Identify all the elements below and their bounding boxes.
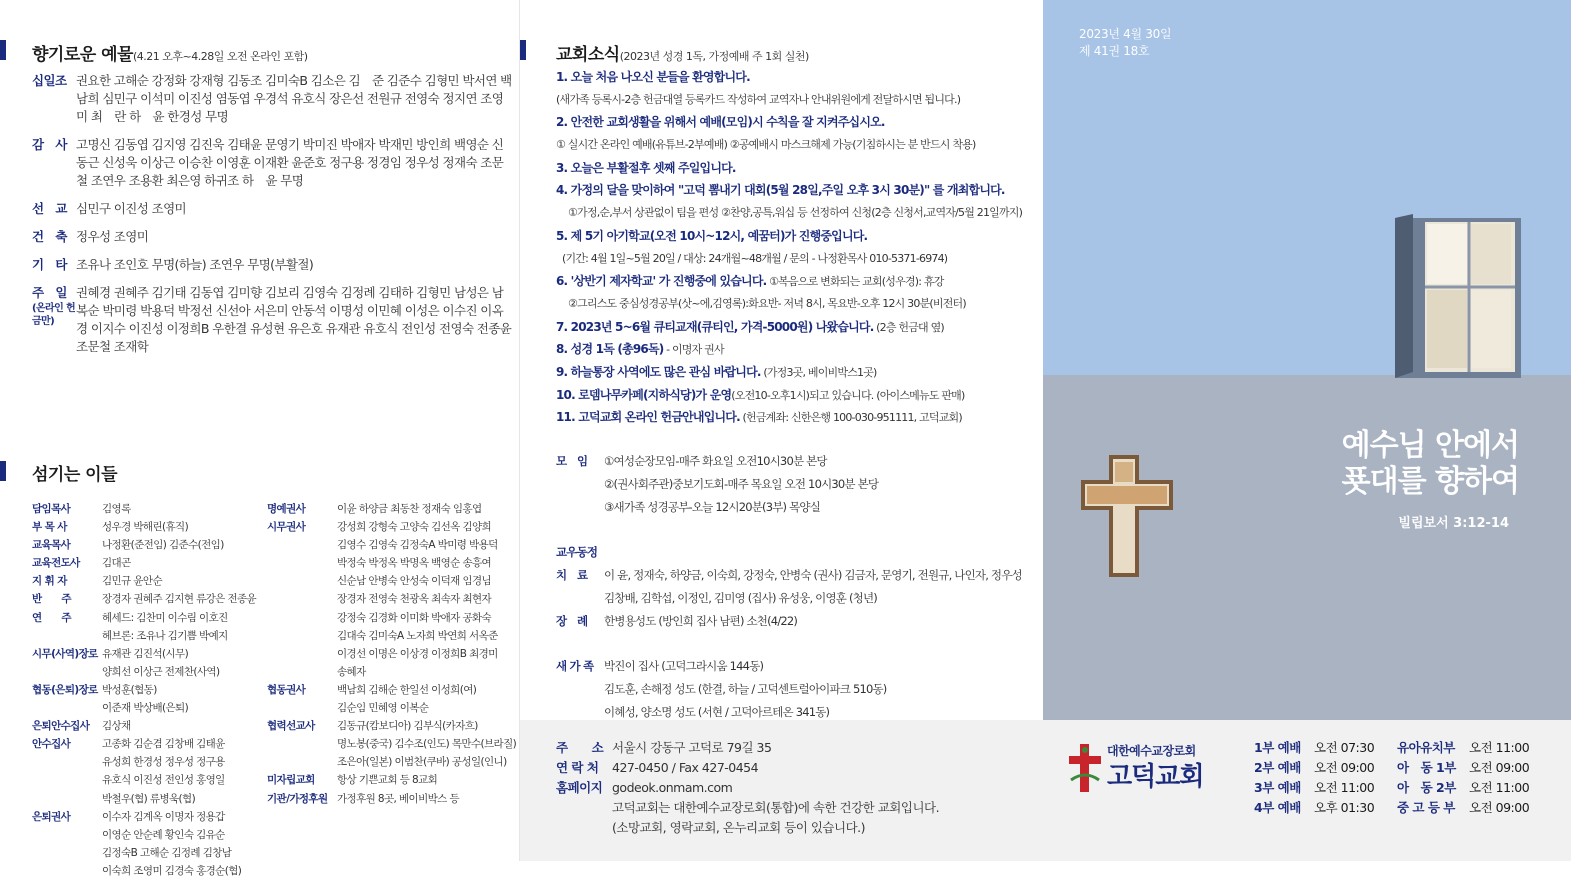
funeral-row bbox=[556, 610, 1036, 633]
care-names: 이 윤, 정재숙, 하양금, 이숙희, 강정숙, 안병숙 (권사) 김금자, 문영기, 전원규, 나인자, 정우성 bbox=[604, 567, 1022, 582]
window-pane bbox=[1427, 290, 1467, 368]
news-item bbox=[556, 316, 1046, 339]
staff-row bbox=[32, 500, 264, 518]
service-times-left bbox=[1254, 738, 1374, 818]
staff-label: 시무권사 bbox=[267, 521, 306, 534]
news-item bbox=[556, 384, 1046, 407]
staff-row bbox=[32, 808, 264, 826]
staff-names: 송혜자 bbox=[337, 665, 366, 678]
staff-names: 김대곤 bbox=[102, 557, 131, 570]
care-label: 치 료 bbox=[556, 567, 588, 582]
news-item bbox=[556, 293, 1046, 316]
staff-names: 김상채 bbox=[102, 720, 131, 733]
service-row bbox=[1397, 758, 1529, 778]
note-row bbox=[556, 798, 939, 818]
church-name: 고덕교회 bbox=[1107, 762, 1204, 792]
window-side bbox=[1395, 214, 1413, 378]
staff-row bbox=[267, 681, 517, 699]
staff-label bbox=[267, 627, 337, 645]
offering-row bbox=[32, 284, 512, 356]
offering-names: 조유나 조인호 무명(하늘) 조연우 무명(부활절) bbox=[76, 257, 314, 272]
news-item-text: 10. 로뎀나무카페(지하식당)가 운영 bbox=[556, 387, 732, 402]
staff-row bbox=[267, 771, 517, 789]
staff-names: 김영록 bbox=[102, 503, 131, 515]
news-item-text: ②그리스도 중심성경공부(삿~에,김영록):화요반- 저녁 8시, 목요반-오후 12시 30분(비전터) bbox=[568, 296, 966, 310]
phone-label: 연 락 처 bbox=[556, 760, 599, 775]
website-link[interactable]: godeok.onmam.com bbox=[612, 780, 733, 795]
service-time: 오전 11:00 bbox=[1469, 740, 1530, 755]
news-item-text: 1. 오늘 처음 나오신 분들을 환영합니다. bbox=[556, 70, 750, 84]
cover-date-block bbox=[1079, 26, 1171, 60]
address-value: 서울시 강동구 고덕로 79길 35 bbox=[612, 740, 772, 755]
staff-row bbox=[32, 518, 264, 536]
staff-names: 헤브론: 조유나 김기쁨 박예지 bbox=[102, 629, 228, 642]
service-label: 중 고 등 부 bbox=[1397, 800, 1455, 815]
staff-row bbox=[32, 717, 264, 735]
staff-row bbox=[32, 645, 264, 663]
staff-row bbox=[267, 717, 517, 735]
offering-label-text: 십일조 bbox=[32, 73, 67, 88]
offering-row bbox=[32, 256, 512, 274]
staff-names: 유호식 이진성 전인성 홍영일 bbox=[102, 774, 225, 787]
staff-label bbox=[32, 663, 102, 681]
service-row bbox=[1397, 778, 1529, 798]
staff-row bbox=[32, 536, 264, 554]
news-item bbox=[556, 202, 1046, 225]
news-item-text: 7. 2023년 5~6월 큐티교재(큐티인, 가격-5000원) 나왔습니다. bbox=[556, 319, 874, 334]
members-news-heading: 교우동정 bbox=[556, 545, 598, 560]
cover-illustration bbox=[1043, 0, 1571, 720]
staff-row bbox=[32, 699, 264, 717]
news-item-text: 2. 안전한 교회생활을 위해서 예배(모임)시 수칙을 잘 지켜주십시오. bbox=[556, 115, 885, 130]
staff-row bbox=[32, 771, 264, 789]
staff-names: 유성희 한경성 정우성 정구용 bbox=[102, 756, 225, 769]
offering-names: 권혜경 권혜주 김기태 김동엽 김미향 김보리 김영숙 김정례 김태하 김형민 남성은 남복순 박미령 박용덕 박정선 신선아 서은미 안동석 이명성 이민혜 이성은 이수진 이옥경 이지수 이진성 이정희B 우한결 유성현 유은호 유재관 유호식 전인성 전영숙 전종윤 조문철 조재학 bbox=[76, 285, 512, 354]
service-time: 오전 09:00 bbox=[1469, 760, 1530, 775]
service-time: 오후 01:30 bbox=[1314, 800, 1375, 815]
staff-row bbox=[32, 609, 264, 627]
staff-label: 연 주 bbox=[32, 611, 71, 624]
offering-row bbox=[32, 72, 512, 126]
meeting-row bbox=[556, 496, 1036, 519]
cover-title-line: 예수님 안에서 bbox=[1341, 428, 1519, 463]
staff-label bbox=[32, 790, 102, 808]
care-row bbox=[556, 587, 1036, 610]
staff-names: 박철우(협) 류병욱(협) bbox=[102, 792, 196, 805]
staff-label: 반 주 bbox=[32, 593, 71, 606]
news-item bbox=[556, 179, 1046, 202]
staff-names: 김대숙 김미숙A 노자희 박연희 서옥준 bbox=[337, 629, 498, 642]
offering-label-sub: (온라인 헌금만) bbox=[32, 303, 76, 327]
staff-label: 안수집사 bbox=[32, 738, 71, 751]
cross-logo-icon bbox=[1065, 740, 1105, 796]
service-times-right bbox=[1397, 738, 1529, 818]
news-title-text: 교회소식 bbox=[556, 45, 620, 65]
staff-names: 박성훈(협동) bbox=[102, 683, 157, 696]
news-item-text: 4. 가정의 달을 맞이하여 "고덕 뽐내기 대회(5월 28일,주일 오후 3시 30분)" 를 개최합니다. bbox=[556, 183, 1005, 198]
staff-row bbox=[32, 572, 264, 590]
issue-number: 제 41권 18호 bbox=[1079, 44, 1150, 58]
staff-row bbox=[32, 681, 264, 699]
staff-names: 명노봉(중국) 김수조(인도) 목만수(브라질) bbox=[337, 738, 517, 751]
service-time: 오전 09:00 bbox=[1469, 800, 1530, 815]
news-item-text: (기간: 4월 1일~5월 20일 / 대상: 24개월~48개월 / 문의 - 나정환목사 010-5371-6974) bbox=[562, 251, 948, 265]
staff-row bbox=[267, 790, 517, 808]
care-names: 김창배, 김학섭, 이정인, 김미영 (집사) 유성웅, 이영훈 (청년) bbox=[604, 590, 877, 605]
staff-names: 이숙희 조영미 김경숙 홍경순(협) bbox=[102, 864, 242, 877]
news-item bbox=[556, 134, 1046, 157]
news-item-text: 11. 고덕교회 온라인 헌금안내입니다. bbox=[556, 410, 740, 425]
cross-glow bbox=[1115, 462, 1133, 482]
funeral-label: 장 례 bbox=[556, 613, 588, 628]
news-item-note: ①복음으로 변화되는 교회(성우경): 휴강 bbox=[766, 275, 944, 289]
website-label: 홈페이지 bbox=[556, 780, 603, 795]
newfamily-row bbox=[556, 678, 1036, 701]
offering-label bbox=[32, 200, 76, 218]
news-item bbox=[556, 406, 1046, 429]
staff-label bbox=[32, 826, 102, 844]
staff-row bbox=[32, 753, 264, 771]
window-pane bbox=[1471, 290, 1511, 368]
staff-title: 섬기는 이들 bbox=[32, 465, 118, 485]
staff-label: 협동권사 bbox=[267, 683, 306, 696]
staff-names: 가정후원 8곳, 베이비박스 등 bbox=[337, 792, 460, 805]
offering-label-text: 기 타 bbox=[32, 257, 67, 272]
staff-label bbox=[32, 771, 102, 789]
offering-label-text: 선 교 bbox=[32, 201, 67, 216]
footer bbox=[520, 720, 1571, 861]
phone-row bbox=[556, 758, 939, 778]
staff-names: 이준재 박상배(은퇴) bbox=[102, 702, 189, 715]
service-time: 오전 11:00 bbox=[1469, 780, 1530, 795]
newfamily-label: 새 가 족 bbox=[556, 659, 594, 674]
staff-label bbox=[32, 862, 102, 880]
offering-title bbox=[32, 40, 307, 65]
church-note: (소망교회, 영락교회, 온누리교회 등이 있습니다.) bbox=[612, 820, 865, 835]
offering-subtitle: (4.21 오후~4.28일 오전 온라인 포함) bbox=[132, 50, 308, 63]
service-time: 오전 11:00 bbox=[1314, 780, 1375, 795]
staff-names: 장경자 권혜주 김지현 류강은 전종윤 bbox=[102, 593, 257, 606]
news-subtitle: (2023년 성경 1독, 가정예배 주 1회 실천) bbox=[619, 50, 809, 63]
cover-title-line: 푯대를 향하여 bbox=[1341, 464, 1519, 499]
staff-row bbox=[267, 518, 517, 536]
offering-label bbox=[32, 284, 76, 356]
service-time: 오전 07:30 bbox=[1314, 740, 1375, 755]
news-item-text: 9. 하늘통장 사역에도 많은 관심 바랍니다. bbox=[556, 364, 761, 379]
staff-label bbox=[267, 572, 337, 590]
staff-label: 교육전도사 bbox=[32, 557, 80, 570]
staff-names: 항상 기쁜교회 등 8교회 bbox=[337, 774, 438, 787]
staff-names: 성우경 박해린(휴직) bbox=[102, 521, 189, 534]
cover-panel bbox=[1043, 0, 1571, 720]
meetings-block bbox=[556, 450, 1036, 724]
offering-label-text: 주 일 bbox=[32, 285, 67, 300]
phone-value: 427-0450 / Fax 427-0454 bbox=[612, 760, 759, 775]
staff-names: 유재관 김진석(시무) bbox=[102, 647, 189, 660]
newfamily-item: 이혜성, 양소명 성도 (서현 / 고덕아르테온 341동) bbox=[604, 704, 830, 719]
denomination-label: 대한예수교장로회 bbox=[1107, 744, 1196, 758]
service-label: 1부 예배 bbox=[1254, 740, 1301, 755]
news-title bbox=[556, 40, 809, 65]
staff-names: 고종화 김순겸 김창배 김태윤 bbox=[102, 738, 225, 751]
staff-label bbox=[32, 627, 102, 645]
staff-names: 강성희 강형숙 고양숙 김선옥 김양희 bbox=[337, 521, 492, 534]
offering-names: 고명신 김동엽 김지영 김진욱 김태윤 문영기 박미진 박애자 박재민 방인희 백영순 신동근 신성욱 이상근 이승찬 이영훈 이재환 윤준호 정구용 정경임 정우성 정재숙 조문철 조연우 조용환 최은영 하귀조 하 윤 무명 bbox=[76, 137, 504, 188]
meeting-item: ③새가족 성경공부-오늘 12시20분(3부) 목양실 bbox=[604, 499, 821, 514]
staff-row bbox=[267, 699, 517, 717]
news-item-note: (헌금계좌: 신한은행 100-030-951111, 고덕교회) bbox=[739, 411, 962, 425]
news-item-text: ① 실시간 온라인 예배(유튜브-2부예배) ②공예배시 마스크해제 가능(기침하시는 분 반드시 착용) bbox=[556, 138, 976, 152]
meetings-label: 모 임 bbox=[556, 454, 588, 468]
service-label: 4부 예배 bbox=[1254, 800, 1301, 815]
staff-label: 시무(사역)장로 bbox=[32, 647, 98, 660]
service-row bbox=[1254, 778, 1374, 798]
staff-row bbox=[32, 590, 264, 608]
staff-row bbox=[267, 590, 517, 608]
cross-glow bbox=[1087, 486, 1167, 504]
section-marker bbox=[0, 461, 6, 481]
news-item bbox=[556, 157, 1046, 180]
section-marker bbox=[520, 40, 526, 60]
staff-row bbox=[32, 735, 264, 753]
staff-label bbox=[267, 663, 337, 681]
offering-names: 심민구 이진성 조영미 bbox=[76, 201, 187, 216]
staff-row bbox=[267, 609, 517, 627]
staff-names: 백남희 김해순 한일선 이성희(여) bbox=[337, 683, 477, 696]
news-item bbox=[556, 225, 1046, 248]
newfamily-item: 김도훈, 손해정 성도 (한결, 하늘 / 고덕센트럴아이파크 510동) bbox=[604, 681, 887, 696]
service-row bbox=[1254, 738, 1374, 758]
offering-names: 정우성 조영미 bbox=[76, 229, 149, 244]
meeting-item: ②(권사회주관)중보기도회-매주 목요일 오전 10시30분 본당 bbox=[604, 476, 879, 491]
news-item bbox=[556, 338, 1046, 361]
staff-row bbox=[32, 627, 264, 645]
staff-label: 교육목사 bbox=[32, 539, 71, 552]
issue-date: 2023년 4월 30일 bbox=[1079, 27, 1172, 41]
staff-label bbox=[32, 844, 102, 862]
meeting-row bbox=[556, 473, 1036, 496]
staff-row bbox=[32, 554, 264, 572]
staff-label bbox=[267, 699, 337, 717]
staff-names: 박정숙 박정옥 박명옥 백영순 송흥여 bbox=[337, 557, 492, 570]
staff-row bbox=[32, 790, 264, 808]
staff-names: 이수자 김계옥 이명자 정용갑 bbox=[102, 810, 225, 823]
news-item-text: 5. 제 5기 아기학교(오전 10시~12시, 예꿈터)가 진행중입니다. bbox=[556, 228, 868, 243]
service-row bbox=[1397, 738, 1529, 758]
staff-label: 담임목사 bbox=[32, 503, 71, 515]
offering-names: 권요한 고해순 강정화 강재형 김동조 김미숙B 김소은 김 준 김준수 김형민 박서연 백남희 심민구 이석미 이진성 염동엽 우경석 유호식 장은선 전원규 전영숙 정지연 조영미 최 란 하 윤 한경성 무명 bbox=[76, 73, 512, 124]
staff-row bbox=[267, 735, 517, 753]
staff-names: 이영순 안순례 황인숙 김유순 bbox=[102, 828, 225, 841]
news-list bbox=[556, 66, 1046, 429]
staff-list-left bbox=[32, 500, 264, 880]
staff-names: 헤세드: 김찬미 이수림 이호진 bbox=[102, 611, 228, 624]
service-row bbox=[1397, 798, 1529, 818]
offering-label-text: 감 사 bbox=[32, 137, 67, 152]
note-row bbox=[556, 818, 939, 838]
address-label: 주 소 bbox=[556, 740, 604, 755]
offering-row bbox=[32, 136, 512, 190]
staff-row bbox=[267, 627, 517, 645]
offering-row bbox=[32, 200, 512, 218]
staff-label: 은퇴안수집사 bbox=[32, 720, 90, 733]
news-item-note: - 이명자 권사 bbox=[663, 343, 724, 357]
staff-names: 신순남 안병숙 안성숙 이덕재 임경님 bbox=[337, 575, 492, 588]
address-row bbox=[556, 738, 939, 758]
offering-row bbox=[32, 228, 512, 246]
offering-list bbox=[32, 72, 512, 366]
meeting-item: ①여성순장모임-매주 화요일 오전10시30분 본당 bbox=[604, 454, 827, 468]
staff-row bbox=[267, 645, 517, 663]
news-item bbox=[556, 270, 1046, 293]
news-item bbox=[556, 89, 1046, 112]
staff-label bbox=[267, 645, 337, 663]
staff-label: 협력선교사 bbox=[267, 720, 315, 733]
service-label: 3부 예배 bbox=[1254, 780, 1301, 795]
news-item bbox=[556, 361, 1046, 384]
contact-info bbox=[556, 738, 939, 838]
offering-label bbox=[32, 256, 76, 274]
staff-row bbox=[267, 753, 517, 771]
left-panel bbox=[0, 0, 520, 877]
staff-names: 장경자 전영숙 천광옥 최속자 최현자 bbox=[337, 593, 492, 606]
staff-row bbox=[267, 572, 517, 590]
news-item-note: (오전10-오후1시)되고 있습니다. (아이스메뉴도 판매) bbox=[731, 388, 965, 402]
staff-row bbox=[32, 844, 264, 862]
staff-row bbox=[267, 536, 517, 554]
staff-names: 김순임 민혜영 이복순 bbox=[337, 702, 429, 715]
staff-names: 김민규 윤안순 bbox=[102, 575, 162, 588]
staff-label: 부 목 사 bbox=[32, 521, 67, 534]
news-item-text: 3. 오늘은 부활절후 셋째 주일입니다. bbox=[556, 160, 736, 175]
staff-label bbox=[32, 699, 102, 717]
newfamily-row bbox=[556, 655, 1036, 678]
newfamily-item: 박진이 집사 (고덕그라시움 144동) bbox=[604, 659, 764, 674]
window-pane bbox=[1471, 224, 1511, 284]
offering-label-text: 건 축 bbox=[32, 229, 67, 244]
offering-label bbox=[32, 228, 76, 246]
cover-title bbox=[1342, 428, 1519, 500]
staff-names: 양희선 이상근 전제찬(사역) bbox=[102, 665, 220, 678]
staff-row bbox=[32, 862, 264, 880]
offering-label bbox=[32, 72, 76, 126]
staff-label: 지 휘 자 bbox=[32, 575, 67, 588]
service-time: 오전 09:00 bbox=[1314, 760, 1375, 775]
staff-row bbox=[267, 554, 517, 572]
staff-row bbox=[32, 826, 264, 844]
staff-names: 김정숙B 고해순 김정례 김창남 bbox=[102, 846, 232, 859]
staff-label: 은퇴권사 bbox=[32, 810, 71, 823]
church-note: 고덕교회는 대한예수교장로회(통합)에 속한 건강한 교회입니다. bbox=[612, 800, 940, 815]
staff-label bbox=[267, 753, 337, 771]
staff-label bbox=[267, 536, 337, 554]
news-item-text: ①가정,순,부서 상관없이 팀을 편성 ②찬양,공특,워십 등 선정하여 신청(2층 신청서,교역자/5월 21일까지) bbox=[568, 206, 1023, 220]
service-label: 아 동 2부 bbox=[1397, 780, 1456, 795]
news-item bbox=[556, 248, 1046, 271]
section-marker bbox=[0, 40, 6, 60]
care-row bbox=[556, 564, 1036, 587]
news-item-note: (가정3곳, 베이비박스1곳) bbox=[760, 365, 877, 379]
meeting-row bbox=[556, 450, 1036, 473]
funeral-text: 한병용성도 (방인희 집사 남편) 소천(4/22) bbox=[604, 613, 798, 628]
staff-label bbox=[267, 554, 337, 572]
staff-label bbox=[267, 609, 337, 627]
staff-names: 김영수 김영숙 김정숙A 박미령 박용덕 bbox=[337, 539, 498, 552]
window-pane bbox=[1427, 224, 1467, 284]
news-item bbox=[556, 66, 1046, 89]
staff-label: 협동(은퇴)장로 bbox=[32, 683, 98, 696]
staff-label: 기관/가정후원 bbox=[267, 792, 328, 805]
service-label: 아 동 1부 bbox=[1397, 760, 1456, 775]
news-item-text: (새가족 등록시-2층 헌금대열 등록카드 작성하여 교역자나 안내위원에게 전달하시면 됩니다.) bbox=[556, 92, 961, 106]
staff-names: 강정숙 김경화 이미화 박애자 공화숙 bbox=[337, 611, 492, 624]
staff-row bbox=[32, 663, 264, 681]
staff-names: 나정환(준전임) 김준수(전임) bbox=[102, 539, 224, 552]
staff-names: 이경선 이명은 이상경 이정희B 최경미 bbox=[337, 647, 498, 660]
news-item-text: 8. 성경 1독 (총96독) bbox=[556, 342, 664, 357]
news-item-text: 6. '상반기 제자학교' 가 진행중에 있습니다. bbox=[556, 274, 767, 289]
staff-row bbox=[267, 500, 517, 518]
staff-label: 명예권사 bbox=[267, 503, 306, 515]
service-row bbox=[1254, 798, 1374, 818]
staff-row bbox=[267, 663, 517, 681]
staff-names: 조은아(일본) 이범찬(쿠바) 공성일(인니) bbox=[337, 756, 507, 769]
offering-label bbox=[32, 136, 76, 190]
staff-names: 이윤 하양금 최동찬 정재숙 임홍엽 bbox=[337, 503, 482, 515]
website-row bbox=[556, 778, 939, 798]
offering-title-text: 향기로운 예물 bbox=[32, 45, 133, 65]
staff-label bbox=[267, 735, 337, 753]
cover-verse: 빌립보서 3:12-14 bbox=[1398, 516, 1509, 531]
news-item bbox=[556, 111, 1046, 134]
service-row bbox=[1254, 758, 1374, 778]
staff-list-right bbox=[267, 500, 517, 808]
service-label: 2부 예배 bbox=[1254, 760, 1301, 775]
staff-label: 미자립교회 bbox=[267, 774, 315, 787]
staff-label bbox=[32, 753, 102, 771]
service-label: 유아유치부 bbox=[1397, 740, 1455, 755]
news-item-note: (2층 헌금대 옆) bbox=[873, 320, 944, 334]
staff-label bbox=[267, 590, 337, 608]
staff-names: 김동규(캄보디아) 김부식(카자흐) bbox=[337, 720, 478, 733]
